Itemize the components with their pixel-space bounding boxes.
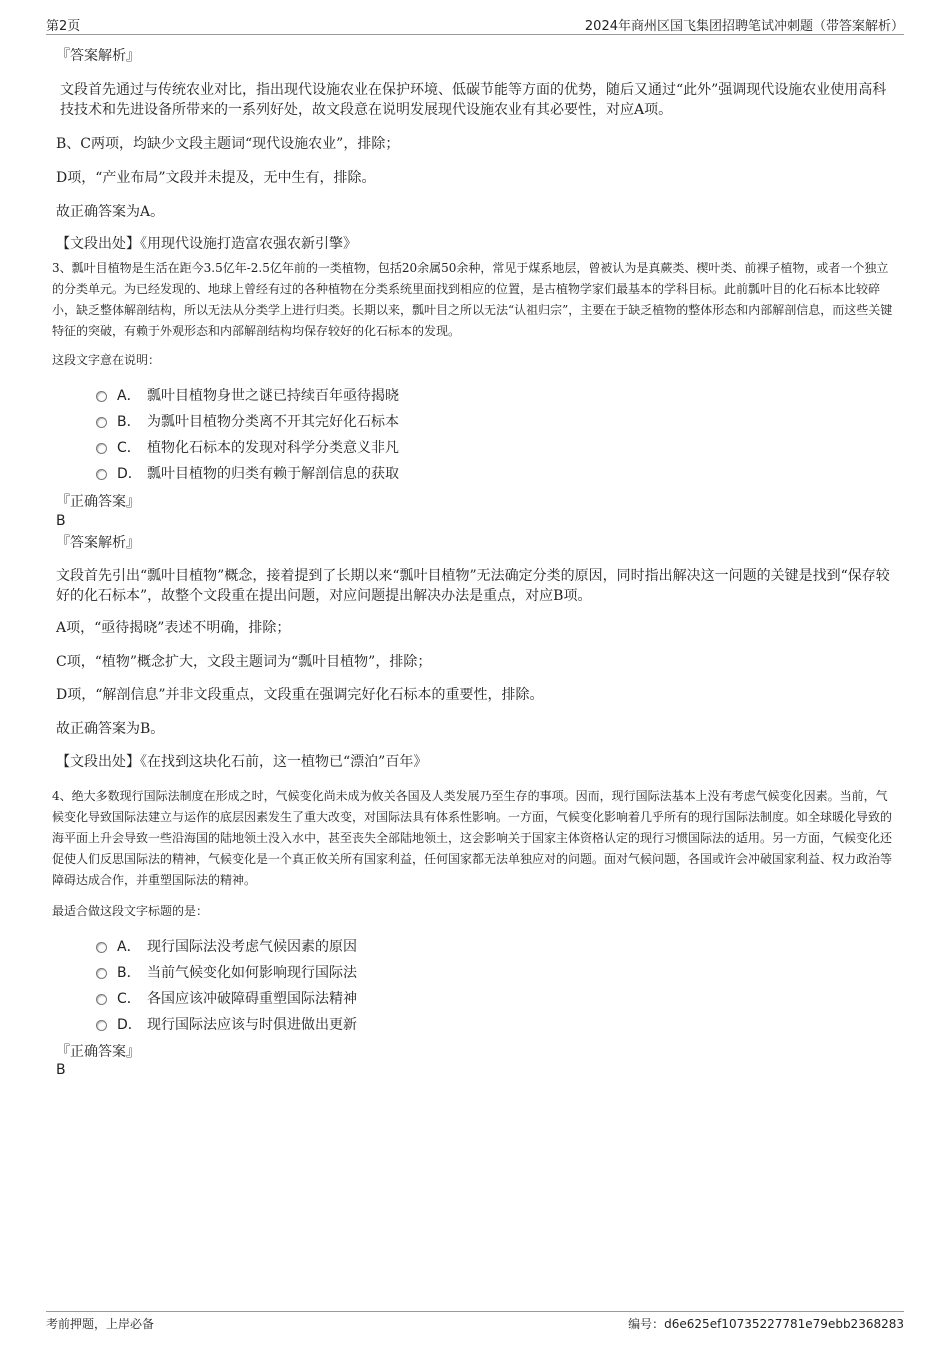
q3-stem: 3、瓢叶目植物是生活在距今3.5亿年-2.5亿年前的一类植物，包括20余属50余种，常见于煤系地层，曾被认为是真蕨类、楔叶类、前裸子植物，或者一个独立的分类单元。为已经发现的、地球上曾经有过的各种植物在分类系统里面找到相应的位置，是古植物学家们最基本的学科目标。此前瓢叶目的化石标本比较碎小，缺乏整体解剖结构，所以无法从分类学上进行归类。长期以来，瓢叶目之所以无法“认祖归宗”，主要在于缺乏植物的整体形态和内部解剖信息，而这些关键特征的突破，有赖于外观形态和内部解剖结构均保存较好的化石标本的发现。	[52, 261, 893, 338]
q3-option-d[interactable]: D． 瓢叶目植物的归类有赖于解剖信息的获取	[96, 463, 399, 485]
page-number: 第2页	[46, 19, 81, 34]
q2-analysis-p3: D项，“产业布局”文段并未提及，无中生有，排除。	[56, 170, 376, 186]
q2-analysis-p1: 文段首先通过与传统农业对比，指出现代设施农业在保护环境、低碳节能等方面的优势，随后又通过“此外”强调现代设施农业使用高科技技术和先进设备所带来的一系列好处，故文段意在说明发展现代设施农业有其必要性，对应A项。	[60, 82, 887, 118]
q3-analysis-p1: 文段首先引出“瓢叶目植物”概念，接着提到了长期以来“瓢叶目植物”无法确定分类的原因，同时指出解决这一问题的关键是找到“保存较好的化石标本”，故整个文段重在提出问题，对应问题提出解决办法是重点，对应B项。	[56, 568, 890, 604]
q3-analysis-label: 『答案解析』	[56, 535, 140, 551]
q3-answer-label: 『正确答案』	[56, 494, 140, 510]
q4-option-a[interactable]: A． 现行国际法没考虑气候因素的原因	[96, 936, 357, 958]
radio-icon[interactable]	[96, 968, 107, 979]
q3-option-b[interactable]: B． 为瓢叶目植物分类离不开其完好化石标本	[96, 411, 399, 433]
radio-icon[interactable]	[96, 391, 107, 402]
q2-analysis-label: 『答案解析』	[56, 48, 140, 64]
q3-option-c[interactable]: C． 植物化石标本的发现对科学分类意义非凡	[96, 437, 399, 459]
document-code: 编号：d6e625ef10735227781e79ebb2368283	[628, 1317, 904, 1331]
page-header	[46, 14, 904, 35]
radio-icon[interactable]	[96, 417, 107, 428]
q3-answer: B	[56, 513, 66, 529]
page-footer	[46, 1311, 904, 1334]
q2-analysis-p2: B、C两项，均缺少文段主题词“现代设施农业”，排除；	[56, 136, 400, 152]
q4-option-c[interactable]: C． 各国应该冲破障碍重塑国际法精神	[96, 988, 357, 1010]
q3-option-a[interactable]: A． 瓢叶目植物身世之谜已持续百年亟待揭晓	[96, 385, 399, 407]
q3-question: 这段文字意在说明：	[52, 353, 161, 367]
radio-icon[interactable]	[96, 994, 107, 1005]
document-title: 2024年商州区国飞集团招聘笔试冲刺题（带答案解析）	[584, 19, 904, 34]
q4-option-b[interactable]: B． 当前气候变化如何影响现行国际法	[96, 962, 357, 984]
q2-source: 【文段出处】《用现代设施打造富农强农新引擎》	[56, 236, 357, 252]
q4-question: 最适合做这段文字标题的是：	[52, 904, 209, 918]
q2-analysis-p4: 故正确答案为A。	[56, 204, 165, 220]
radio-icon[interactable]	[96, 443, 107, 454]
radio-icon[interactable]	[96, 942, 107, 953]
q4-option-d[interactable]: D． 现行国际法应该与时俱进做出更新	[96, 1014, 357, 1036]
q3-analysis-p5: 故正确答案为B。	[56, 721, 165, 737]
q3-source: 【文段出处】《在找到这块化石前，这一植物已“漂泊”百年》	[56, 754, 428, 770]
radio-icon[interactable]	[96, 1020, 107, 1031]
q4-answer-label: 『正确答案』	[56, 1044, 140, 1060]
q3-analysis-p2: A项，“亟待揭晓”表述不明确，排除；	[56, 620, 291, 636]
q4-answer: B	[56, 1062, 66, 1078]
radio-icon[interactable]	[96, 469, 107, 480]
q3-analysis-p3: C项，“植物”概念扩大，文段主题词为“瓢叶目植物”，排除；	[56, 654, 432, 670]
footer-slogan: 考前押题，上岸必备	[46, 1317, 155, 1331]
q3-analysis-p4: D项，“解剖信息”并非文段重点，文段重在强调完好化石标本的重要性，排除。	[56, 687, 544, 703]
q4-stem: 4、绝大多数现行国际法制度在形成之时，气候变化尚未成为攸关各国及人类发展乃至生存的事项。因而，现行国际法基本上没有考虑气候变化因素。当前，气候变化导致国际法建立与运作的底层因素发生了重大改变，对国际法具有体系性影响。一方面，气候变化影响着几乎所有的现行国际法制度。如全球暖化导致的海平面上升会导致一些沿海国的陆地领土没入水中，甚至丧失全部陆地领土，这会影响关于国家主体资格认定的现行习惯国际法的适用。另一方面，气候变化还促使人们反思国际法的精神，气候变化是一个真正攸关所有国家利益，任何国家都无法单独应对的问题。面对气候问题，各国或许会冲破国家利益、权力政治等障碍达成合作，并重塑国际法的精神。	[52, 789, 893, 887]
